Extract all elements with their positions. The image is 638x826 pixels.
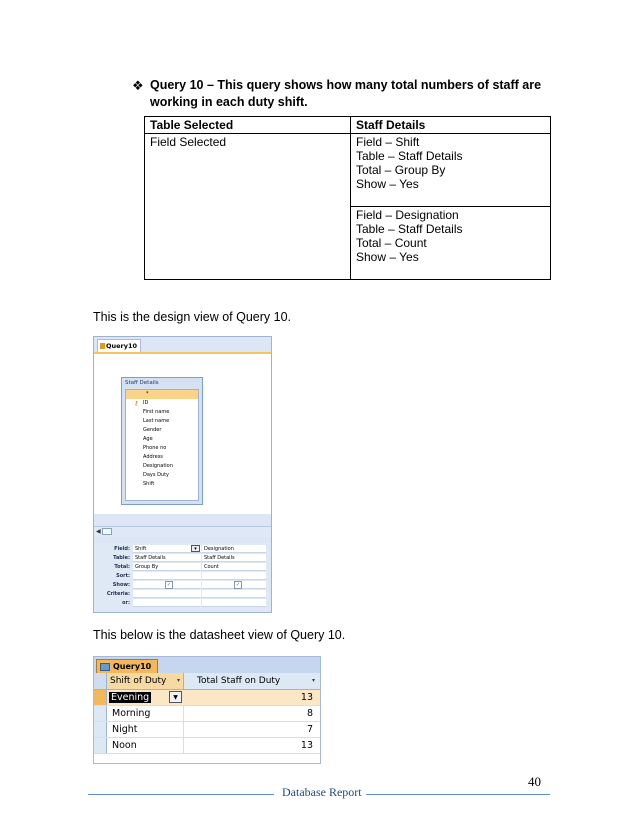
- grid-cell-table-1[interactable]: Staff Details: [133, 554, 201, 562]
- cell-total[interactable]: 8: [306, 708, 313, 719]
- field-list: [125, 389, 199, 501]
- grid-row-criteria: [94, 590, 271, 599]
- grid-row-table: [94, 554, 271, 563]
- grid-row-sort: [94, 572, 271, 581]
- sort-arrow-icon[interactable]: ▾: [176, 677, 180, 684]
- grid-cell-criteria-2[interactable]: [202, 590, 266, 598]
- grid-cell-sort-2[interactable]: [202, 572, 266, 580]
- field-line: Total – Group By: [356, 163, 446, 177]
- table-row: [145, 134, 551, 207]
- query-requirements-table: [144, 116, 551, 280]
- grid-cell-show-2: [202, 581, 266, 589]
- grid-row-show: [94, 581, 271, 590]
- field-line: Show – Yes: [356, 250, 419, 264]
- datasheet-view-caption: This below is the datasheet view of Query 10.: [93, 628, 346, 642]
- grid-cell-total-1[interactable]: Group By: [133, 563, 201, 571]
- cell-total[interactable]: 7: [306, 724, 313, 735]
- field-item[interactable]: Phone no: [143, 445, 167, 451]
- query-tab[interactable]: Query10: [96, 659, 158, 673]
- key-icon: ⚷: [134, 400, 139, 407]
- row-selector[interactable]: [94, 722, 107, 737]
- footer-rule-left: [88, 794, 274, 795]
- column-header-shift[interactable]: Shift of Duty ▾: [107, 673, 184, 689]
- show-checkbox-1[interactable]: ✓: [166, 582, 172, 588]
- datasheet-view-screenshot: [93, 656, 321, 764]
- grid-label: Show:: [112, 582, 130, 588]
- scroll-left-icon[interactable]: ◀: [96, 528, 101, 535]
- table-pane: [94, 354, 271, 514]
- cell-shift[interactable]: Noon: [107, 738, 184, 753]
- grid-cell-show-1: [133, 581, 201, 589]
- field-item[interactable]: Age: [143, 436, 153, 442]
- field-line: Table – Staff Details: [356, 222, 463, 236]
- table-header-row: [145, 117, 551, 134]
- page-number: 40: [528, 774, 541, 789]
- sort-arrow-icon[interactable]: ▾: [311, 677, 315, 684]
- grid-cell-total-2[interactable]: Count: [202, 563, 266, 571]
- bullet-icon: ❖: [132, 78, 144, 93]
- cell-shift[interactable]: Night: [107, 722, 184, 737]
- grid-cell-field-1[interactable]: Shift ▾: [133, 545, 201, 553]
- table-selected-label: Table Selected: [145, 117, 351, 134]
- field-item[interactable]: Days Duty: [143, 472, 170, 478]
- row-selector[interactable]: [94, 706, 107, 721]
- cell-shift[interactable]: Morning: [107, 706, 184, 721]
- chevron-down-icon[interactable]: ▾: [191, 545, 200, 552]
- query-tab[interactable]: Query10: [97, 339, 141, 352]
- table-row[interactable]: [94, 706, 320, 722]
- staff-details-table-box[interactable]: [121, 377, 203, 505]
- show-checkbox-2[interactable]: ✓: [235, 582, 241, 588]
- grid-label: Field:: [114, 546, 130, 552]
- grid-cell-or-2[interactable]: [202, 599, 266, 607]
- field-item[interactable]: ⚷ ID: [134, 400, 149, 407]
- field-selected-label: Field Selected: [145, 134, 351, 280]
- table-row[interactable]: [94, 722, 320, 738]
- query-heading-line1: Query 10 – This query shows how many total numbers of staff are: [150, 78, 542, 92]
- field-item[interactable]: First name: [143, 409, 170, 415]
- design-view-caption: This is the design view of Query 10.: [93, 310, 292, 324]
- footer-title: Database Report: [282, 785, 362, 799]
- row-selector[interactable]: [94, 690, 107, 705]
- field-item[interactable]: Address: [143, 454, 163, 460]
- field-line: Show – Yes: [356, 177, 419, 191]
- footer-rule-right: [366, 794, 550, 795]
- grid-label: Criteria:: [106, 591, 130, 597]
- field-line: Table – Staff Details: [356, 149, 463, 163]
- table-row[interactable]: [94, 738, 320, 754]
- scroll-thumb[interactable]: [102, 528, 112, 535]
- column-header-row: [94, 673, 320, 690]
- field-item[interactable]: *: [126, 390, 198, 399]
- grid-cell-criteria-1[interactable]: [133, 590, 201, 598]
- grid-label: Sort:: [116, 573, 130, 579]
- grid-cell-table-2[interactable]: Staff Details: [202, 554, 266, 562]
- table-selected-value: Staff Details: [351, 117, 551, 134]
- field-line: Field – Designation: [356, 208, 459, 222]
- field-line: Field – Shift: [356, 135, 420, 149]
- cell-total[interactable]: 13: [300, 692, 313, 703]
- field-item[interactable]: Gender: [143, 427, 162, 433]
- grid-row-field: [94, 545, 271, 554]
- field-block-designation: [351, 207, 551, 280]
- field-block-shift: [351, 134, 551, 207]
- grid-row-or: [94, 599, 271, 608]
- cell-total[interactable]: 13: [300, 740, 313, 751]
- grid-cell-or-1[interactable]: [133, 599, 201, 607]
- query-heading-line2: working in each duty shift.: [150, 95, 308, 109]
- grid-label: Total:: [114, 564, 130, 570]
- shift-combo-editor[interactable]: [107, 690, 185, 705]
- select-all-corner[interactable]: [94, 673, 107, 689]
- grid-label: or:: [122, 600, 130, 606]
- field-line: Total – Count: [356, 236, 427, 250]
- tab-bar: [94, 657, 320, 673]
- table-box-title: Staff Details: [125, 380, 159, 386]
- chevron-down-icon[interactable]: ▼: [169, 691, 182, 703]
- row-selector[interactable]: [94, 738, 107, 753]
- field-item[interactable]: Shift: [143, 481, 155, 487]
- query-icon: [100, 663, 110, 671]
- grid-row-total: [94, 563, 271, 572]
- column-header-total[interactable]: Total Staff on Duty ▾: [185, 673, 318, 689]
- grid-label: Table:: [113, 555, 130, 561]
- field-item[interactable]: Last name: [143, 418, 170, 424]
- grid-cell-field-2[interactable]: Designation: [202, 545, 266, 553]
- field-item[interactable]: Designation: [143, 463, 173, 469]
- grid-cell-sort-1[interactable]: [133, 572, 201, 580]
- design-view-screenshot: [93, 336, 272, 613]
- query-design-grid: [94, 543, 271, 612]
- table-row[interactable]: [94, 690, 320, 706]
- cell-shift[interactable]: Evening: [111, 692, 150, 703]
- horizontal-scrollbar[interactable]: [94, 526, 271, 537]
